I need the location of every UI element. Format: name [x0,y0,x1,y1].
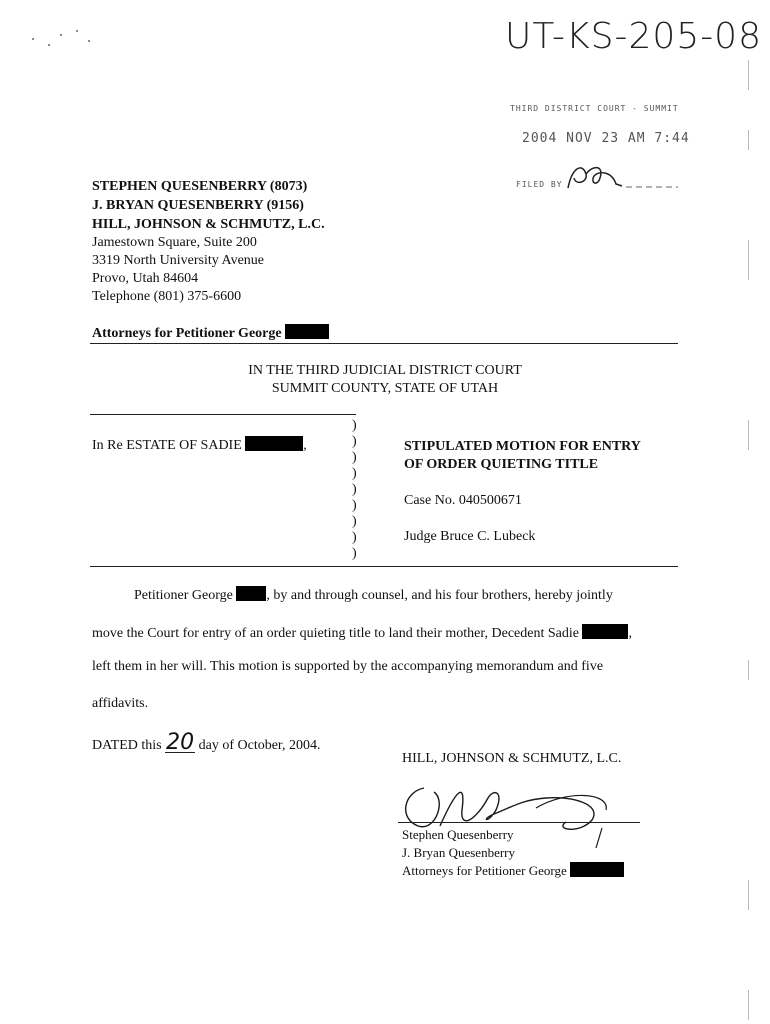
scan-edge-mark [748,990,749,1020]
header-rule [90,343,678,344]
attorney-name-1: STEPHEN QUESENBERRY (8073) [92,179,308,194]
scan-edge-mark [748,60,749,90]
redaction-box [285,324,329,339]
redaction-box [236,586,266,601]
dated-prefix: DATED this [92,738,162,753]
body-line-4: affidavits. [92,696,149,711]
redaction-box [245,436,303,451]
body-line-1 [134,586,613,605]
telephone: Telephone (801) 375-6600 [92,289,242,304]
body-text: , by and through counsel, and his four brothers, hereby jointly [266,588,613,603]
dated-line [92,730,321,755]
court-county: SUMMIT COUNTY, STATE OF UTAH [271,381,499,396]
scan-speck [48,44,50,46]
scan-speck [76,30,78,32]
court-stamp-date: 2004 NOV 23 AM 7:44 [522,131,690,146]
redaction-box [582,624,628,639]
signature-rule [398,822,640,823]
body-line-2 [92,624,632,643]
court-name: IN THE THIRD JUDICIAL DISTRICT COURT [248,363,522,378]
handwritten-case-number: UT-KS-205-08 [505,16,762,57]
in-re-text: In Re ESTATE OF SADIE [92,438,242,453]
caption-comma: , [303,438,307,453]
attorneys-for-text: Attorneys for Petitioner George [92,326,282,341]
scan-speck [88,40,90,42]
case-number: Case No. 040500671 [404,493,522,508]
motion-title-line2: OF ORDER QUIETING TITLE [404,457,599,472]
dated-suffix: day of October, 2004. [198,738,321,753]
body-text: , [628,626,632,641]
scan-speck [60,34,62,36]
scan-edge-mark [748,130,749,150]
court-stamp-line1: THIRD DISTRICT COURT - SUMMIT [510,104,679,113]
attorney-name-2: J. BRYAN QUESENBERRY (9156) [92,198,304,213]
court-stamp-filed-by: FILED BY [516,180,563,189]
address-line-1: Jamestown Square, Suite 200 [92,235,257,250]
signer-name-2: J. Bryan Quesenberry [402,845,515,860]
body-text: Petitioner George [134,588,233,603]
attorneys-for-label [92,324,329,343]
redaction-box [570,862,624,877]
address-line-2: 3319 North University Avenue [92,253,264,268]
signer-name-1: Stephen Quesenberry [402,827,514,842]
caption-parens: ) ) ) ) ) ) ) ) ) [352,418,357,561]
signature-attorneys-for [402,862,624,880]
law-firm-name: HILL, JOHNSON & SCHMUTZ, L.C. [92,217,325,232]
motion-title-line1: STIPULATED MOTION FOR ENTRY [404,439,641,454]
scan-edge-mark [748,660,749,680]
signature-for-text: Attorneys for Petitioner George [402,863,567,878]
signature-firm: HILL, JOHNSON & SCHMUTZ, L.C. [402,751,622,766]
scan-speck [32,38,34,40]
handwritten-day: 20 [166,730,195,755]
address-line-3: Provo, Utah 84604 [92,271,199,286]
caption-rule-top [90,414,356,415]
judge-name: Judge Bruce C. Lubeck [404,529,536,544]
clerk-initials-signature [560,160,680,194]
scan-edge-mark [748,420,749,450]
body-text: move the Court for entry of an order quieting title to land their mother, Decedent Sadie [92,626,579,641]
scan-edge-mark [748,240,749,280]
body-line-3: left them in her will. This motion is supported by the accompanying memorandum and five [92,659,604,674]
scan-edge-mark [748,880,749,910]
caption-rule-bottom [90,566,678,567]
caption-in-re [92,436,307,455]
